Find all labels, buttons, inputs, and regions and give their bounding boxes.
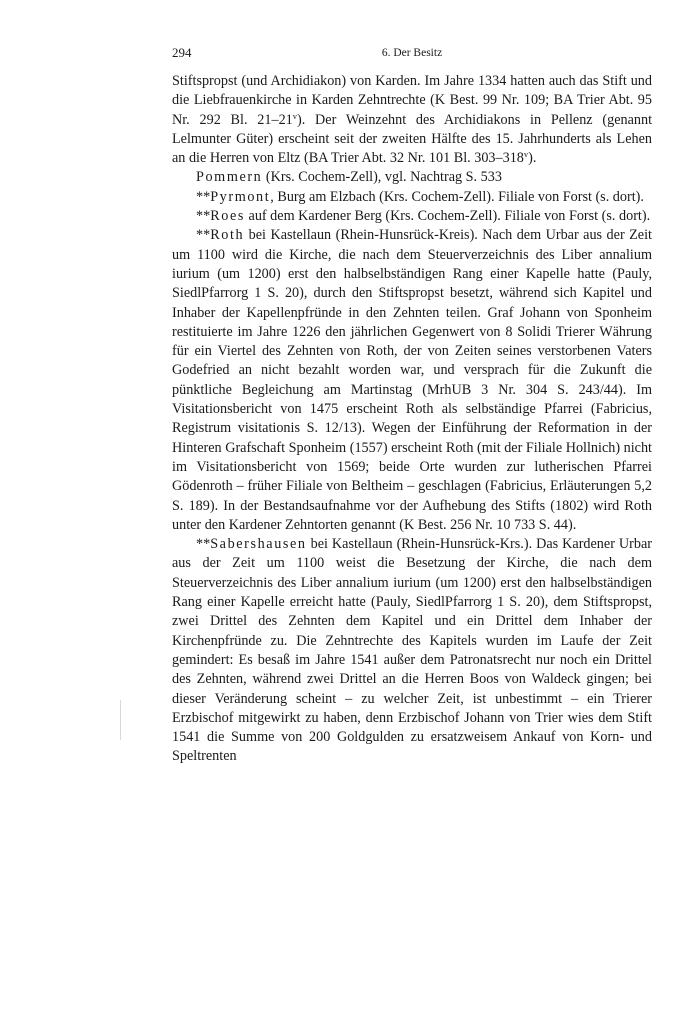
entry-keyword: Roes: [210, 208, 245, 225]
text-segment: (Krs. Cochem-Zell), vgl. Nachtrag S. 533: [262, 169, 502, 186]
entry-keyword: Sabershausen: [210, 536, 307, 553]
text-segment: auf dem Kardener Berg (Krs. Cochem-Zell). Filiale von Forst (s. dort).: [244, 208, 651, 225]
page-number: 294: [172, 45, 192, 60]
body-text: [172, 72, 652, 767]
text-segment: ).: [528, 150, 537, 167]
chapter-title: 6. Der Besitz: [381, 47, 443, 59]
text-segment: Stiftspropst (und Archidiakon) von Karden. Im Jahre 1334 hatten auch das Stift und die Liebfrauenkirche in Karden Zehntrechte (K Best. 99 Nr. 109; BA Trier Abt. 95 Nr. 292 Bl. 21–21: [172, 73, 652, 128]
entry-keyword: Roth: [210, 227, 245, 244]
text-segment: bei Kastellaun (Rhein-Hunsrück-Krs.). Das Kardener Urbar aus der Zeit um 1100 weist die Besetzung der Kirche, die nach dem Steuerverzeichnis des Liber annalium iurium (um 1200) erst den halbselbständigen Rang einer Kapelle erreicht hatte (Pauly, SiedlPfarrorg 1 S. 20), dem Stiftspropst, zwei Drittel des Zehnten dem Kapitel und ein Drittel dem Inhaber der Kirchenpfründe zu. Die Zehntrechte des Kapitels wurden im Laufe der Zeit gemindert: Es besaß im Jahre 1541 außer dem Patronatsrecht nur noch ein Drittel des Zehnten, während zwei Drittel an die Herren Boos von Waldeck gingen; bei dieser Veränderung scheint – zu welcher Zeit, ist unbestimmt – ein Trierer Erzbischof mitgewirkt zu haben, denn Erzbischof Johann von Trier wies dem Stift 1541 die Summe von 200 Goldgulden zu ersatzweisem Ankauf von Korn- und Speltrenten: [172, 536, 652, 765]
text-segment: ). Der Weinzehnt des Archidiakons in Pellenz (genannt Lelmunter Güter) erscheint seit der zweiten Hälfte des 15. Jahrhunderts als Lehen an die Herren von Eltz (BA Trier Abt. 32 Nr. 101 Bl. 303–318: [172, 111, 653, 167]
entry-keyword: Pommern: [196, 169, 263, 186]
text-segment: **: [196, 227, 211, 244]
paragraph-roth: [172, 226, 652, 535]
document-page: [172, 44, 652, 767]
text-segment: **: [196, 536, 211, 553]
paragraph-pyrmont: [172, 188, 652, 207]
text-segment: **: [196, 188, 211, 205]
paragraph-sabershausen: [172, 535, 652, 767]
text-segment: **: [196, 208, 211, 225]
paragraph-karden: [172, 72, 652, 168]
text-segment: , Burg am Elzbach (Krs. Cochem-Zell). Filiale von Forst (s. dort).: [270, 188, 644, 205]
superscript: v: [292, 110, 298, 121]
paragraph-pommern: [172, 168, 652, 187]
entry-keyword: Pyrmont: [210, 188, 271, 205]
paragraph-roes: [172, 207, 652, 226]
margin-mark: [120, 700, 121, 740]
superscript: v: [523, 149, 529, 160]
text-segment: bei Kastellaun (Rhein-Hunsrück-Kreis). Nach dem Urbar aus der Zeit um 1100 wird die Kirche, die nach dem Steuerverzeichnis des Liber annalium iurium (um 1200) erst den halbselbständigen Rang einer Kapelle hatte (Pauly, SiedlPfarrorg 1 S. 20), durch den Stiftspropst besetzt, während sich Kapitel und Inhaber der Kapellenpfründe in den Zehnten teilen. Graf Johann von Sponheim restituierte im Jahre 1226 den jährlichen Gegenwert von 8 Solidi Trierer Währung für ein Viertel des Zehnten von Roth, der von Zeiten seines verstorbenen Vaters Godefried an nicht bezahlt worden war, und versprach für die Zukunft die pünktliche Begleichung am Martinstag (MrhUB 3 Nr. 304 S. 243/44). Im Visitationsbericht von 1475 erscheint Roth als selbständige Pfarrei (Fabricius, Registrum visitationis S. 12/13). Wegen der Einführung der Reformation in der Hinteren Grafschaft Sponheim (1557) erscheint Roth (mit der Filiale Hollnich) nicht im Visitationsbericht von 1569; beide Orte wurden zur lutherischen Pfarrei Gödenroth – früher Filiale von Beltheim – geschlagen (Fabricius, Erläuterungen 5,2 S. 189). In der Bestandsaufnahme vor der Aufhebung des Stifts (1802) wird Roth unter den Kardener Zehntorten genannt (K Best. 256 Nr. 10 733 S. 44).: [172, 227, 652, 533]
running-header: [172, 44, 652, 66]
